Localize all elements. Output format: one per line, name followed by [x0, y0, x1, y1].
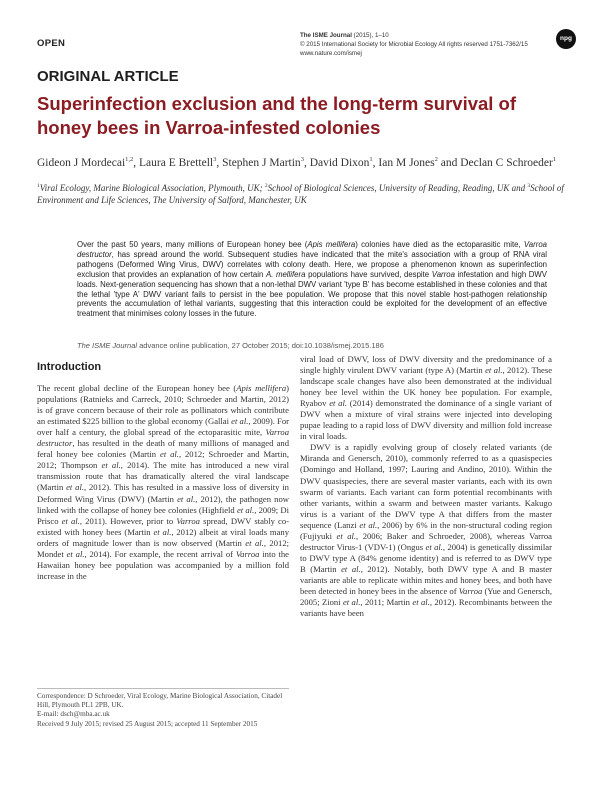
journal-url[interactable]: www.nature.com/ismej [300, 50, 362, 57]
body-column-right [300, 354, 552, 619]
body-paragraph: The recent global decline of the European honey bee (Apis mellifera) populations (Ratnieks and Carreck, 2010; Schroeder and Martin, 2012) is of grave concern because of their role as pollinators which contribute an estimated $225 billion to the global economy (Gallai et al., 2009). For over half a century, the global spread of the ectoparasitic mite, Varroa destructor, has resulted in the death of many millions of managed and feral honey bee colonies (Martin et al., 2012; Schroeder and Martin, 2012; Thompson et al., 2014). The mite has introduced a new viral transmission route that has dramatically altered the viral landscape (Martin et al., 2012). This has resulted in a massive loss of diversity in Deformed Wing Virus (DWV) (Martin et al., 2012), the pathogen now linked with the collapse of honey bee colonies (Highfield et al., 2009; Di Prisco et al., 2011). However, prior to Varroa spread, DWV stably co-existed with honey bees (Martin et al., 2012) albeit at viral loads many orders of magnitude lower than is now observed (Martin et al., 2012; Mondet et al., 2014). For example, the recent arrival of Varroa into the Hawaiian honey bee population was accompanied by a million fold increase in the [37, 383, 290, 581]
section-heading-introduction: Introduction [37, 361, 102, 373]
footnote-divider [37, 688, 289, 689]
article-title: Superinfection exclusion and the long-term survival of honey bees in Varroa-infested colonies [37, 93, 517, 138]
body-paragraph: viral load of DWV, loss of DWV diversity and the predominance of a single highly virulent DWV variant (type A) (Martin et al., 2012). These landscape scale changes have also been demonstrated at the individual honey bee level within the UK honey bee population. For example, Ryabov et al. (2014) demonstrated the dominance of a single variant of DWV when a mixture of viral strains were injected into developing pupae leading to a rapid loss of DWV diversity and million fold increase in viral loads. [300, 354, 553, 442]
correspondence-footnote: Correspondence: D Schroeder, Viral Ecology, Marine Biological Association, Citadel Hill, Plymouth PL1 2PB, UK. E-mail: dsch@mba.ac.uk Received 9 July 2015; revised 25 August 2015; accepted 11 September 2015 [37, 692, 283, 728]
body-paragraph: DWV is a rapidly evolving group of closely related variants (de Miranda and Genersch, 2010), commonly referred to as a quasispecies (Domingo and Holland, 1997; Lauring and Andino, 2010). Within the DWV quasispecies, there are several master variants, each with its own swarm of variants. Each variant can form potential recombinants with other variants, within a swarm and between master variants. Kakugo virus is a variant of the DWV type A that differs from the master sequence (Lanzi et al., 2006) by 6% in the non-structural coding region (Fujiyuki et al., 2006; Baker and Schroeder, 2008), whereas Varroa destructor Virus-1 (VDV-1) (Ongus et al., 2004) is genetically dissimilar to DWV type A (84% genome identity) and is referred to as DWV type B (Martin et al., 2012). Notably, both DWV type A and B master variants are able to replicate within mites and honey bees, and both have been detected in honey bees in the absence of Varroa (Yue and Genersch, 2005; Zioni et al., 2011; Martin et al., 2012). Recombinants between the variants have been [300, 442, 553, 619]
author-list: Gideon J Mordecai$^{1,2}$, Laura E Brettell$^3$, Stephen J Martin$^3$, David Dixon$^1$, Ian M Jones$^2$ and Declan C Schroeder$^1$ [37, 156, 557, 169]
copyright-line: © 2015 International Society for Microbial Ecology All rights reserved 1751-7362/15 [300, 41, 528, 48]
journal-header [300, 31, 550, 58]
article-type: ORIGINAL ARTICLE [37, 68, 179, 85]
open-access-label: OPEN [37, 38, 66, 49]
body-column-left [37, 362, 289, 582]
affiliations: $^1$Viral Ecology, Marine Biological Association, Plymouth, UK; $^2$School of Biological Sciences, University of Reading, Reading, UK and $^3$School of Environment and Life Sciences, The University of Salford, Manchester, UK [37, 183, 564, 205]
publication-citation: The ISME Journal advance online publication, 27 October 2015; doi:10.1038/ismej.2015.186 [77, 341, 384, 350]
journal-issue: (2015), 1–10 [351, 32, 389, 39]
abstract: Over the past 50 years, many millions of European honey bee (Apis mellifera) colonies have died as the ectoparasitic mite, Varroa destructor, has spread around the world. Subsequent studies have indicated that the mite's association with a group of RNA viral pathogens (Deformed Wing Virus, DWV) correlates with colony death. Here, we propose a phenomenon known as superinfection exclusion that provides an explanation of how certain A. mellifera populations have survived, despite Varroa infestation and high DWV loads. Next-generation sequencing has shown that a non-lethal DWV variant 'type B' has become established in these colonies and that the lethal 'type A' DWV variant fails to persist in the bee population. We propose that this novel stable host-pathogen relationship prevents the accumulation of lethal variants, suggesting that this interaction could be exploited for the development of an effective treatment that minimises colony losses in the future. [77, 240, 548, 319]
npg-logo: npg [556, 29, 576, 49]
journal-name: The ISME Journal [300, 32, 352, 39]
